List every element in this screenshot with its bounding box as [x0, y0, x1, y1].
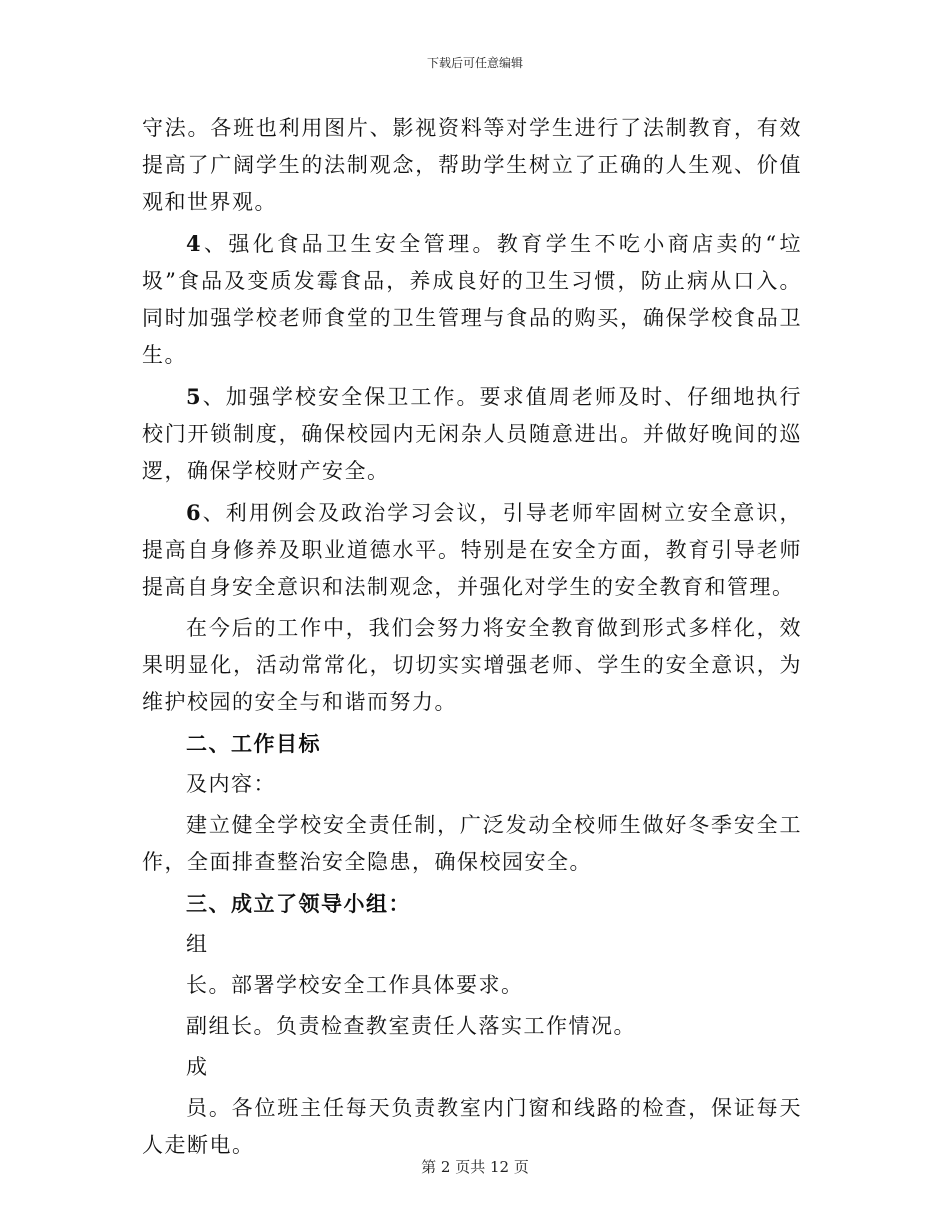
item-text: 、加强学校安全保卫工作。要求值周老师及时、仔细地执行校门开锁制度，确保校园内无闲杂人员随意进出。并做好晚间的巡逻，确保学校财产安全。: [142, 385, 802, 483]
paragraph-goal: 建立健全学校安全责任制，广泛发动全校师生做好冬季安全工作，全面排查整治安全隐患，确保校园安全。: [142, 813, 802, 874]
paragraph-group-leader: 长。部署学校安全工作具体要求。: [186, 973, 524, 997]
paragraph-members: 员。各位班主任每天负责教室内门窗和线路的检查，保证每天人走断电。: [142, 1096, 802, 1157]
paragraph-item-5: [142, 378, 802, 490]
section-heading-2: 二、工作目标: [186, 731, 321, 756]
item-number: 4: [186, 231, 203, 256]
page-footer: 第 2 页共 12 页: [421, 1158, 529, 1176]
section-heading-3: 三、成立了领导小组：: [186, 891, 411, 916]
paragraph-member-label: 成: [186, 1055, 209, 1079]
paragraph-group-label: 组: [186, 932, 209, 956]
item-text: 、强化食品卫生安全管理。教育学生不吃小商店卖的“垃圾”食品及变质发霉食品，养成良好的卫生习惯，防止病从口入。同时加强学校老师食堂的卫生管理与食品的购买，确保学校食品卫生。: [142, 232, 802, 367]
paragraph-deputy-leader: 副组长。负责检查教室责任人落实工作情况。: [186, 1014, 636, 1038]
paragraph-item-4: [142, 225, 802, 374]
paragraph-item-6: [142, 494, 802, 606]
paragraph-content-label: 及内容：: [186, 772, 276, 796]
document-body: [142, 110, 802, 1168]
item-text: 、利用例会及政治学习会议，引导老师牢固树立安全意识，提高自身修养及职业道德水平。特别是在安全方面，教育引导老师提高自身安全意识和法制观念，并强化对学生的安全教育和管理。: [142, 501, 802, 599]
paragraph-1: 守法。各班也利用图片、影视资料等对学生进行了法制教育，有效提高了广阔学生的法制观念，帮助学生树立了正确的人生观、价值观和世界观。: [142, 116, 802, 214]
page-header: 下载后可任意编辑: [426, 56, 523, 70]
item-number: 5: [186, 384, 203, 409]
item-number: 6: [186, 500, 203, 525]
paragraph-conclusion: 在今后的工作中，我们会努力将安全教育做到形式多样化，效果明显化，活动常常化，切切实实增强老师、学生的安全意识，为维护校园的安全与和谐而努力。: [142, 616, 802, 714]
